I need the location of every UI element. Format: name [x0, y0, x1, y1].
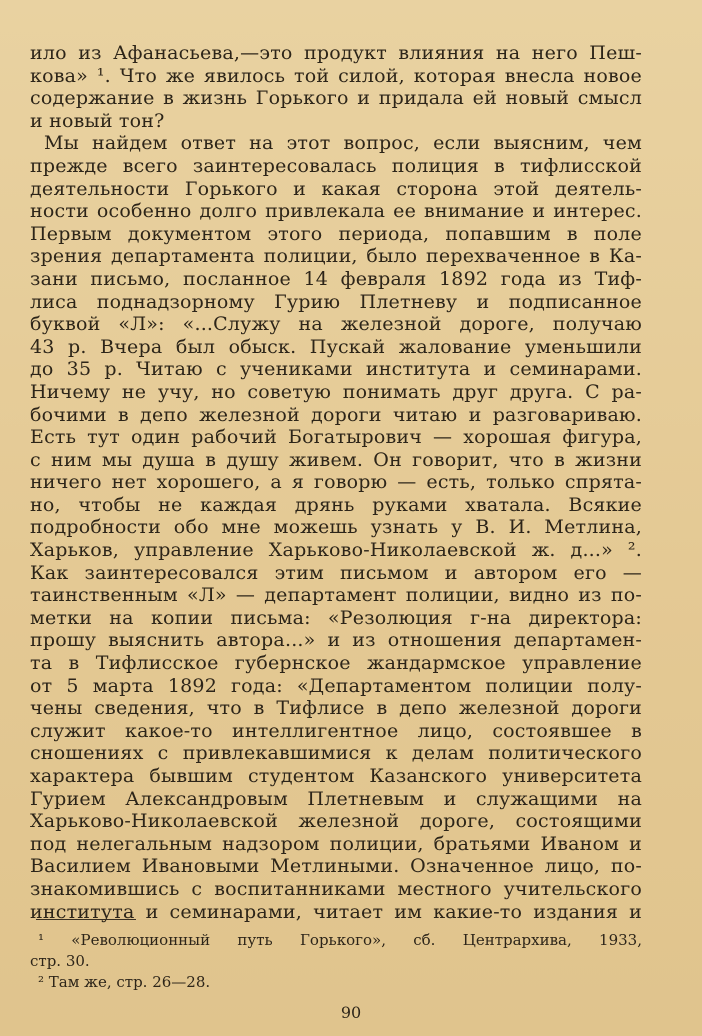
text-line: Ничему не учу, но советую понимать друг друга. С ра- [30, 380, 642, 403]
text-line: Есть тут один рабочий Богатырович — хорошая фигура, [30, 426, 642, 449]
text-line: знакомившись с воспитанниками местного учительского [30, 877, 642, 900]
text-line: сношениях с привлекавшимися к делам политического [30, 742, 642, 765]
text-line: содержание в жизнь Горького и придала ей новый смысл [30, 87, 642, 110]
text-line: под нелегальным надзором полиции, братьями Иваном и [30, 832, 642, 855]
text-line: таинственным «Л» — департамент полиции, видно из по- [30, 584, 642, 607]
text-line: Мы найдем ответ на этот вопрос, если выясним, чем [44, 132, 642, 155]
page-number: 90 [340, 1003, 362, 1022]
text-line: ничего нет хорошего, а я говорю — есть, только спрята- [30, 471, 642, 494]
text-line: прежде всего заинтересовалась полиция в тифлисской [30, 154, 642, 177]
text-line: характера бывшим студентом Казанского университета [30, 765, 642, 787]
text-line: Харьково-Николаевской железной дороге, состоящими [30, 810, 642, 833]
text-line: зани письмо, посланное 14 февраля 1892 года из Тиф- [30, 267, 642, 290]
text-line: с ним мы душа в душу живем. Он говорит, что в жизни [30, 448, 642, 471]
text-line: бочими в депо железной дороги читаю и разговариваю. [30, 403, 642, 426]
text-line: института и семинарами, читает им какие-то издания и [30, 900, 642, 923]
text-line: 43 р. Вчера был обыск. Пускай жалование уменьшили [30, 335, 642, 358]
text-line: лиса поднадзорному Гурию Плетневу и подписанное [30, 290, 642, 313]
text-line: Первым документом этого периода, попавшим в поле [30, 222, 642, 245]
text-line: подробности обо мне можешь узнать у В. И. Метлина, [30, 516, 642, 539]
text-line: Василием Ивановыми Метлиными. Означенное лицо, по- [30, 855, 642, 878]
text-line: Харьков, управление Харьково-Николаевской ж. д...» ². [30, 539, 642, 562]
text-line: зрения департамента полиции, было перехваченное в Ка- [30, 245, 642, 268]
footnotes [30, 930, 642, 993]
text-line: ило из Афанасьева,—это продукт влияния на него Пеш- [30, 42, 642, 64]
body-text [30, 42, 642, 923]
footnote-1: ¹ «Революционный путь Горького», сб. Центрархива, 1933, [38, 931, 642, 949]
text-line: та в Тифлисское губернское жандармское управление [30, 652, 642, 675]
text-line: служит какое-то интеллигентное лицо, состоявшее в [30, 719, 642, 742]
text-line: Как заинтересовался этим письмом и автором его — [30, 561, 642, 584]
text-line: чены сведения, что в Тифлисе в депо железной дороги [30, 697, 642, 720]
text-line: и новый тон? [30, 109, 165, 132]
text-line: кова» ¹. Что же явилось той силой, которая внесла новое [30, 64, 642, 87]
text-line: прошу выяснить автора...» и из отношения департамен- [30, 629, 642, 652]
text-line: Гурием Александровым Плетневым и служащими на [30, 787, 642, 810]
text-line: деятельности Горького и какая сторона этой деятель- [30, 177, 642, 200]
text-line: ности особенно долго привлекала ее внимание и интерес. [30, 200, 642, 223]
text-line: метки на копии письма: «Резолюция г-на директора: [30, 606, 642, 629]
footnote-divider [36, 919, 136, 920]
text-line: до 35 р. Читаю с учениками института и семинарами. [30, 358, 642, 381]
footnote-1-continuation: стр. 30. [30, 952, 90, 970]
footnote-2: ² Там же, стр. 26—28. [38, 973, 211, 991]
text-line: буквой «Л»: «...Служу на железной дороге, получаю [30, 313, 642, 336]
text-line: от 5 марта 1892 года: «Департаментом полиции полу- [30, 674, 642, 697]
text-line: но, чтобы не каждая дрянь руками хватала. Всякие [30, 493, 642, 516]
